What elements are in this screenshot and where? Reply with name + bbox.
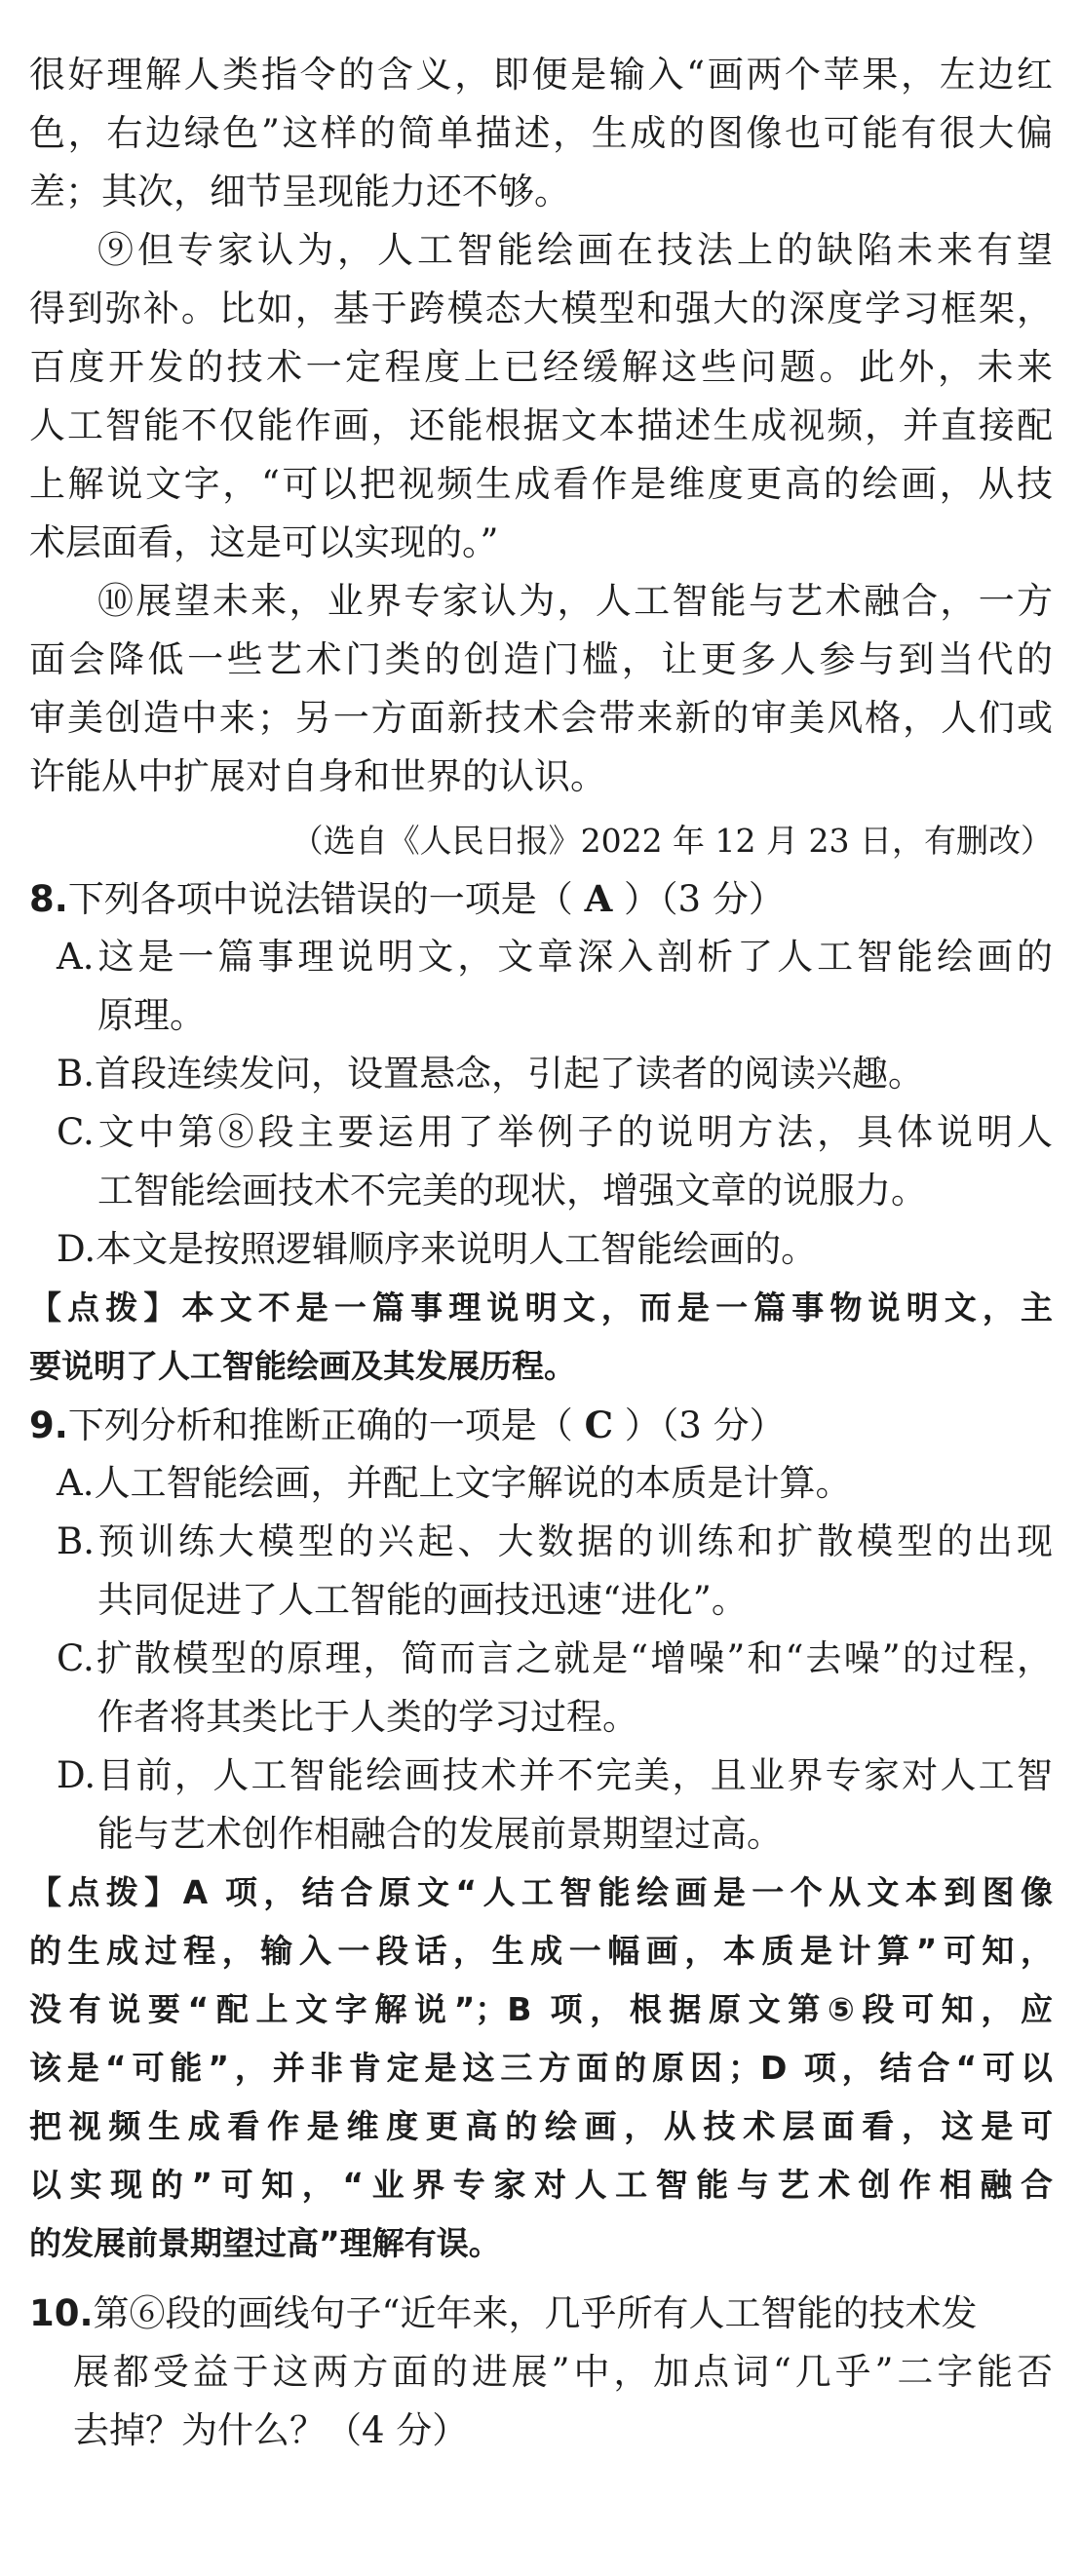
option-a: A.人工智能绘画，并配上文字解说的本质是计算。	[57, 1462, 852, 1504]
hint-line: 【点拨】本文不是一篇事理说明文，而是一篇事物说明文，主	[29, 1288, 1053, 1326]
passage-line: 百度开发的技术一定程度上已经缓解这些问题。此外，未来	[29, 346, 1053, 388]
hint-line: 的发展前景期望过高”理解有误。	[29, 2224, 501, 2262]
option-c-cont: 作者将其类比于人类的学习过程。	[97, 1696, 638, 1738]
passage-line: 术层面看，这是可以实现的。”	[29, 521, 499, 563]
option-b: B.预训练大模型的兴起、大数据的训练和扩散模型的出现	[57, 1520, 1053, 1562]
option-c: C.扩散模型的原理，简而言之就是“增噪”和“去噪”的过程，	[57, 1637, 1053, 1679]
question-9-stem: 9.下列分析和推断正确的一项是（ C ）（3 分）	[29, 1403, 786, 1446]
answer-letter: A	[584, 877, 613, 920]
question-10-line: 去掉？为什么？（4 分）	[73, 2409, 469, 2451]
passage-line: 很好理解人类指令的含义，即便是输入“画两个苹果，左边红	[29, 54, 1053, 96]
question-number: 9.	[29, 1404, 68, 1446]
passage-line: ⑨但专家认为，人工智能绘画在技法上的缺陷未来有望	[97, 229, 1053, 271]
option-c: C.文中第⑧段主要运用了举例子的说明方法，具体说明人	[57, 1111, 1053, 1153]
hint-line: 以实现的”可知，“业界专家对人工智能与艺术创作相融合	[29, 2166, 1053, 2204]
hint-line: 该是“可能”，并非肯定是这三方面的原因；D 项，结合“可以	[29, 2049, 1053, 2087]
hint-line: 要说明了人工智能绘画及其发展历程。	[29, 1347, 576, 1385]
passage-line: 面会降低一些艺术门类的创造门槛，让更多人参与到当代的	[29, 638, 1053, 680]
passage-line: 审美创造中来；另一方面新技术会带来新的审美风格，人们或	[29, 697, 1053, 739]
option-d: D.目前，人工智能绘画技术并不完美，且业界专家对人工智	[57, 1754, 1053, 1796]
hint-line: 没有说要“配上文字解说”；B 项，根据原文第⑤段可知，应	[29, 1990, 1053, 2028]
answer-letter: C	[584, 1403, 614, 1446]
passage-line: ⑩展望未来，业界专家认为，人工智能与艺术融合，一方	[97, 580, 1053, 622]
question-10-line: 展都受益于这两方面的进展”中，加点词“几乎”二字能否	[73, 2351, 1053, 2393]
source-citation: （选自《人民日报》2022 年 12 月 23 日，有删改）	[290, 822, 1053, 860]
passage-line: 人工智能不仅能作画，还能根据文本描述生成视频，并直接配	[29, 404, 1053, 446]
option-a: A.这是一篇事理说明文，文章深入剖析了人工智能绘画的	[57, 936, 1053, 978]
question-number: 10.	[29, 2292, 94, 2334]
option-b-cont: 共同促进了人工智能的画技迅速“进化”。	[97, 1579, 748, 1621]
option-c-cont: 工智能绘画技术不完美的现状，增强文章的说服力。	[97, 1170, 927, 1211]
passage-line: 色，右边绿色”这样的简单描述，生成的图像也可能有很大偏	[29, 112, 1053, 154]
hint-line: 把视频生成看作是维度更高的绘画，从技术层面看，这是可	[29, 2107, 1053, 2145]
question-8-stem: 8.下列各项中说法错误的一项是（ A ）（3 分）	[29, 877, 785, 920]
passage-line: 差；其次，细节呈现能力还不够。	[29, 171, 570, 212]
hint-line: 【点拨】A 项，结合原文“人工智能绘画是一个从文本到图像	[29, 1873, 1053, 1911]
question-number: 8.	[29, 878, 68, 920]
option-d: D.本文是按照逻辑顺序来说明人工智能绘画的。	[57, 1228, 818, 1270]
option-d-cont: 能与艺术创作相融合的发展前景期望过高。	[97, 1813, 783, 1855]
hint-line: 的生成过程，输入一段话，生成一幅画，本质是计算”可知，	[29, 1932, 1053, 1970]
option-a-cont: 原理。	[97, 994, 206, 1036]
question-10-stem: 10.第⑥段的画线句子“近年来，几乎所有人工智能的技术发	[29, 2292, 978, 2334]
passage-line: 上解说文字，“可以把视频生成看作是维度更高的绘画，从技	[29, 463, 1053, 505]
passage-line: 得到弥补。比如，基于跨模态大模型和强大的深度学习框架，	[29, 288, 1053, 329]
passage-line: 许能从中扩展对自身和世界的认识。	[29, 755, 606, 797]
option-b: B.首段连续发问，设置悬念，引起了读者的阅读兴趣。	[57, 1053, 924, 1095]
